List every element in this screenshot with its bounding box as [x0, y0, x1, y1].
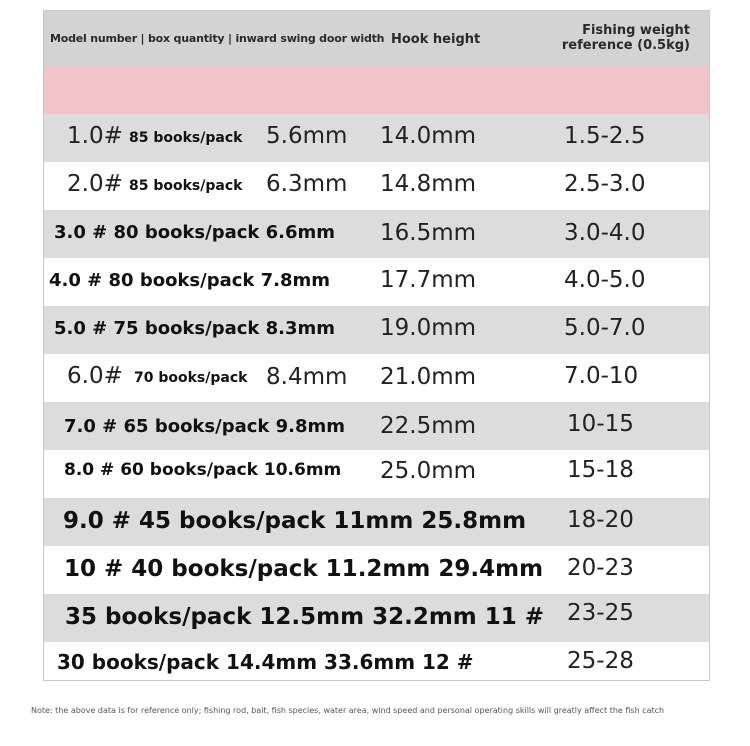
weight-cell: 4.0-5.0: [564, 267, 646, 293]
weight-cell: 20-23: [567, 555, 634, 581]
hook-height-cell: 16.5mm: [380, 220, 477, 246]
weight-cell: 7.0-10: [564, 363, 639, 389]
header-fishing-weight: [562, 23, 690, 53]
width-cell: 8.4mm: [266, 364, 348, 390]
header-model-box-width: Model number | box quantity | inward swing door width: [50, 32, 385, 45]
table-row: [44, 402, 709, 450]
table-row: [44, 162, 709, 210]
table-row: [44, 354, 709, 402]
quantity-cell: 85 books/pack: [129, 130, 243, 146]
table-row: [44, 450, 709, 498]
model-qty-width-cell: 9.0 # 45 books/pack 11mm 25.8mm: [63, 508, 527, 534]
model-qty-width-cell: 3.0 # 80 books/pack 6.6mm: [54, 222, 336, 243]
hook-height-cell: 22.5mm: [380, 413, 477, 439]
model-qty-width-cell: 8.0 # 60 books/pack 10.6mm: [64, 460, 342, 480]
table-row: [44, 546, 709, 594]
hook-height-cell: 14.0mm: [380, 123, 477, 149]
model-qty-width-cell: 10 # 40 books/pack 11.2mm 29.4mm: [64, 556, 544, 582]
table-row: [44, 210, 709, 258]
quantity-cell: 70 books/pack: [134, 370, 248, 386]
model-qty-width-cell: 4.0 # 80 books/pack 7.8mm: [49, 270, 331, 291]
spec-table: [43, 10, 710, 681]
weight-cell: 18-20: [567, 507, 634, 533]
quantity-cell: 85 books/pack: [129, 178, 243, 194]
pink-spacer-band: [44, 66, 709, 114]
model-qty-width-cell: 5.0 # 75 books/pack 8.3mm: [54, 318, 336, 339]
weight-cell: 10-15: [567, 411, 634, 437]
table-row: [44, 258, 709, 306]
table-row: [44, 114, 709, 162]
hook-height-cell: 14.8mm: [380, 171, 477, 197]
weight-cell: 3.0-4.0: [564, 220, 646, 246]
model-cell: 2.0#: [67, 171, 123, 197]
model-cell: 6.0#: [67, 363, 123, 389]
header-fishing-weight-line2: reference (0.5kg): [561, 38, 690, 53]
model-qty-width-cell: 30 books/pack 14.4mm 33.6mm 12 #: [57, 650, 474, 674]
model-qty-width-cell: 7.0 # 65 books/pack 9.8mm: [64, 416, 346, 437]
footnote: Note: the above data is for reference only; fishing rod, bait, fish species, water area, wind speed and personal operating skills will greatly affect the fish catch: [31, 706, 665, 715]
width-cell: 5.6mm: [266, 123, 348, 149]
header-hook-height: Hook height: [391, 32, 481, 47]
weight-cell: 25-28: [567, 648, 634, 674]
model-cell: 1.0#: [67, 123, 123, 149]
header-fishing-weight-line1: Fishing weight: [582, 23, 690, 38]
hook-height-cell: 19.0mm: [380, 315, 477, 341]
weight-cell: 1.5-2.5: [564, 123, 646, 149]
table-row: [44, 498, 709, 546]
weight-cell: 23-25: [567, 600, 634, 626]
width-cell: 6.3mm: [266, 171, 348, 197]
weight-cell: 15-18: [567, 457, 634, 483]
table-header: [44, 11, 709, 66]
table-row: [44, 594, 709, 642]
hook-height-cell: 25.0mm: [380, 458, 477, 484]
model-qty-width-cell: 35 books/pack 12.5mm 32.2mm 11 #: [65, 604, 545, 630]
hook-height-cell: 21.0mm: [380, 364, 477, 390]
table-row: [44, 306, 709, 354]
weight-cell: 2.5-3.0: [564, 171, 646, 197]
table-row: [44, 642, 709, 680]
hook-height-cell: 17.7mm: [380, 267, 477, 293]
weight-cell: 5.0-7.0: [564, 315, 646, 341]
